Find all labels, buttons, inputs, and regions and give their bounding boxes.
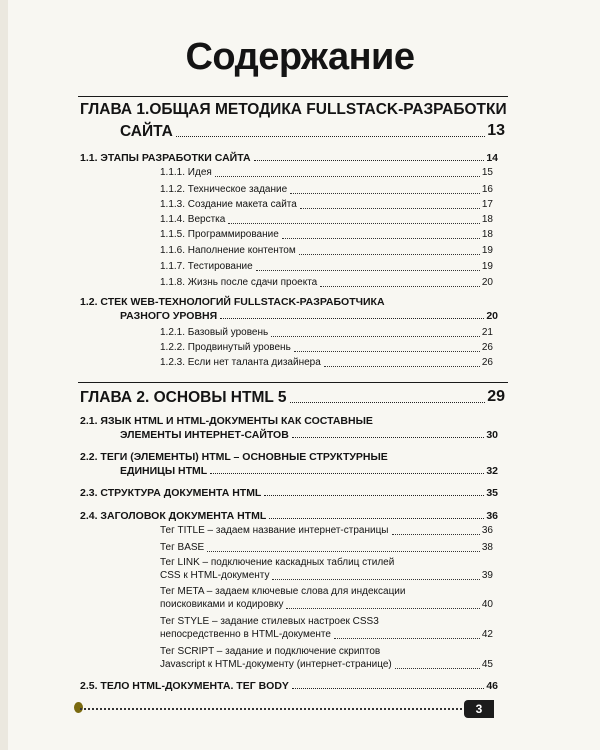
toc-subitem-label[interactable]: Тег LINK – подключение каскадных таблиц стилей xyxy=(160,557,395,568)
toc-subitem[interactable] xyxy=(160,542,493,554)
section-2-3-entry[interactable] xyxy=(80,487,498,499)
section-2-4-label: 2.4. ЗАГОЛОВОК ДОКУМЕНТА HTML xyxy=(80,510,267,522)
section-1-2-page: 20 xyxy=(486,310,498,322)
section-2-2-entry[interactable] xyxy=(120,465,498,477)
section-1-2-entry[interactable] xyxy=(120,310,498,322)
leader-dots xyxy=(292,688,484,689)
page-number-badge: 3 xyxy=(464,700,494,718)
toc-subitem-page: 38 xyxy=(481,542,493,553)
toc-subitem[interactable] xyxy=(160,229,493,241)
leader-dots xyxy=(269,518,484,519)
toc-subitem-page: 45 xyxy=(481,659,493,670)
toc-subitem-label: 1.2.1. Базовый уровень xyxy=(160,327,269,338)
toc-subitem-label: Javascript к HTML-документу (интернет-странице) xyxy=(160,659,392,670)
toc-subitem-page: 15 xyxy=(481,167,493,178)
toc-subitem-page: 21 xyxy=(481,327,493,338)
section-2-3-label: 2.3. СТРУКТУРА ДОКУМЕНТА HTML xyxy=(80,487,262,499)
section-1-1-page: 14 xyxy=(486,152,498,164)
leader-dots xyxy=(254,160,485,161)
page-title: Содержание xyxy=(185,36,415,78)
chapter-1-title-line2: САЙТА xyxy=(120,122,173,140)
toc-subitem-label[interactable]: Тег META – задаем ключевые слова для индексации xyxy=(160,586,406,597)
leader-dots xyxy=(299,254,480,255)
page-edge xyxy=(0,0,8,750)
toc-subitem-label: 1.1.5. Программирование xyxy=(160,229,279,240)
leader-dots xyxy=(292,437,485,438)
leader-dots xyxy=(290,193,480,194)
chapter-1-rule xyxy=(78,96,508,97)
toc-subitem-label: 1.1.8. Жизнь после сдачи проекта xyxy=(160,277,318,288)
section-2-5-entry[interactable] xyxy=(80,680,498,692)
toc-subitem-page: 20 xyxy=(481,277,493,288)
toc-subitem-label: 1.2.3. Если нет таланта дизайнера xyxy=(160,357,321,368)
leader-dots xyxy=(392,534,480,535)
leader-dots xyxy=(286,608,479,609)
chapter-1-entry[interactable] xyxy=(120,122,505,140)
toc-subitem[interactable] xyxy=(160,214,493,226)
toc-subitem-page: 16 xyxy=(481,184,493,195)
toc-subitem-label: 1.1.3. Создание макета сайта xyxy=(160,199,297,210)
toc-subitem[interactable] xyxy=(160,167,493,179)
section-2-4-page: 36 xyxy=(486,510,498,522)
toc-subitem[interactable] xyxy=(160,261,493,273)
toc-subitem-page: 40 xyxy=(481,599,493,610)
section-2-5-label: 2.5. ТЕЛО HTML-ДОКУМЕНТА. ТЕГ BODY xyxy=(80,680,289,692)
section-2-1-entry[interactable] xyxy=(120,429,498,441)
section-2-4-entry[interactable] xyxy=(80,510,498,522)
section-2-2-title-line2: ЕДИНИЦЫ HTML xyxy=(120,465,208,477)
chapter-2-title: ГЛАВА 2. ОСНОВЫ HTML 5 xyxy=(80,388,287,406)
toc-subitem-page: 18 xyxy=(481,229,493,240)
leader-dots xyxy=(320,286,480,287)
toc-subitem-label: 1.1.1. Идея xyxy=(160,167,212,178)
toc-subitem-label: поисковиками и кодировку xyxy=(160,599,284,610)
toc-subitem-label: 1.1.7. Тестирование xyxy=(160,261,253,272)
chapter-2-entry[interactable] xyxy=(80,388,505,406)
section-2-2-page: 32 xyxy=(486,465,498,477)
leader-dots xyxy=(210,473,484,474)
toc-subitem-page: 17 xyxy=(481,199,493,210)
leader-dots xyxy=(334,638,480,639)
toc-subitem-page: 26 xyxy=(481,357,493,368)
leader-dots xyxy=(324,366,480,367)
toc-subitem[interactable] xyxy=(160,327,493,339)
leader-dots xyxy=(215,176,480,177)
chapter-2-page: 29 xyxy=(487,388,505,405)
leader-dots xyxy=(395,668,480,669)
toc-subitem-label[interactable]: Тег SCRIPT – задание и подключение скриптов xyxy=(160,646,381,657)
toc-subitem-label: Тег TITLE – задаем название интернет-страницы xyxy=(160,525,389,536)
chapter-1-title-line1[interactable]: ГЛАВА 1.ОБЩАЯ МЕТОДИКА FULLSTACK-РАЗРАБОТКИ xyxy=(80,101,507,118)
toc-subitem-page: 42 xyxy=(481,629,493,640)
toc-subitem-page: 18 xyxy=(481,214,493,225)
toc-subitem[interactable] xyxy=(160,342,493,354)
toc-subitem-page: 36 xyxy=(481,525,493,536)
footer-dotted-rule xyxy=(80,708,462,710)
section-2-1-page: 30 xyxy=(486,429,498,441)
toc-subitem-page: 26 xyxy=(481,342,493,353)
section-1-1-label: 1.1. ЭТАПЫ РАЗРАБОТКИ САЙТА xyxy=(80,152,251,164)
leader-dots xyxy=(282,238,480,239)
toc-subitem-label: CSS к HTML-документу xyxy=(160,570,270,581)
toc-subitem[interactable] xyxy=(160,599,493,611)
leader-dots xyxy=(264,495,484,496)
toc-subitem[interactable] xyxy=(160,184,493,196)
section-2-3-page: 35 xyxy=(486,487,498,499)
toc-subitem[interactable] xyxy=(160,525,493,537)
leader-dots xyxy=(290,402,486,403)
toc-subitem-label: непосредственно в HTML-документе xyxy=(160,629,331,640)
toc-subitem[interactable] xyxy=(160,570,493,582)
toc-subitem[interactable] xyxy=(160,245,493,257)
chapter-2-rule xyxy=(78,382,508,383)
toc-subitem-label: Тег BASE xyxy=(160,542,205,553)
toc-subitem[interactable] xyxy=(160,629,493,641)
chapter-1-page: 13 xyxy=(487,122,505,139)
leader-dots xyxy=(207,551,480,552)
toc-subitem[interactable] xyxy=(160,277,493,289)
section-1-1-entry[interactable] xyxy=(80,152,498,164)
leader-dots xyxy=(256,270,480,271)
leader-dots xyxy=(300,208,480,209)
toc-subitem-label: 1.2.2. Продвинутый уровень xyxy=(160,342,291,353)
toc-subitem[interactable] xyxy=(160,357,493,369)
toc-subitem-page: 19 xyxy=(481,245,493,256)
leader-dots xyxy=(271,336,480,337)
leader-dots xyxy=(294,351,480,352)
toc-subitem-page: 39 xyxy=(481,570,493,581)
toc-subitem-label[interactable]: Тег STYLE – задание стилевых настроек CSS3 xyxy=(160,616,379,627)
leader-dots xyxy=(272,579,479,580)
toc-subitem-label: 1.1.2. Техническое задание xyxy=(160,184,288,195)
toc-subitem-label: 1.1.6. Наполнение контентом xyxy=(160,245,296,256)
section-1-2-title-line2: РАЗНОГО УРОВНЯ xyxy=(120,310,218,322)
toc-subitem[interactable] xyxy=(160,659,493,671)
section-2-5-page: 46 xyxy=(486,680,498,692)
leader-dots xyxy=(220,318,484,319)
toc-subitem-page: 19 xyxy=(481,261,493,272)
section-2-1-title-line1[interactable]: 2.1. ЯЗЫК HTML И HTML-ДОКУМЕНТЫ КАК СОСТАВНЫЕ xyxy=(80,415,373,427)
section-2-1-title-line2: ЭЛЕМЕНТЫ ИНТЕРНЕТ-САЙТОВ xyxy=(120,429,289,441)
toc-subitem[interactable] xyxy=(160,199,493,211)
section-1-2-title-line1[interactable]: 1.2. СТЕК WEB-ТЕХНОЛОГИЙ FULLSTACK-РАЗРАБОТЧИКА xyxy=(80,296,385,308)
toc-subitem-label: 1.1.4. Верстка xyxy=(160,214,226,225)
leader-dots xyxy=(228,223,480,224)
leader-dots xyxy=(176,136,485,137)
section-2-2-title-line1[interactable]: 2.2. ТЕГИ (ЭЛЕМЕНТЫ) HTML – ОСНОВНЫЕ СТРУКТУРНЫЕ xyxy=(80,451,388,463)
